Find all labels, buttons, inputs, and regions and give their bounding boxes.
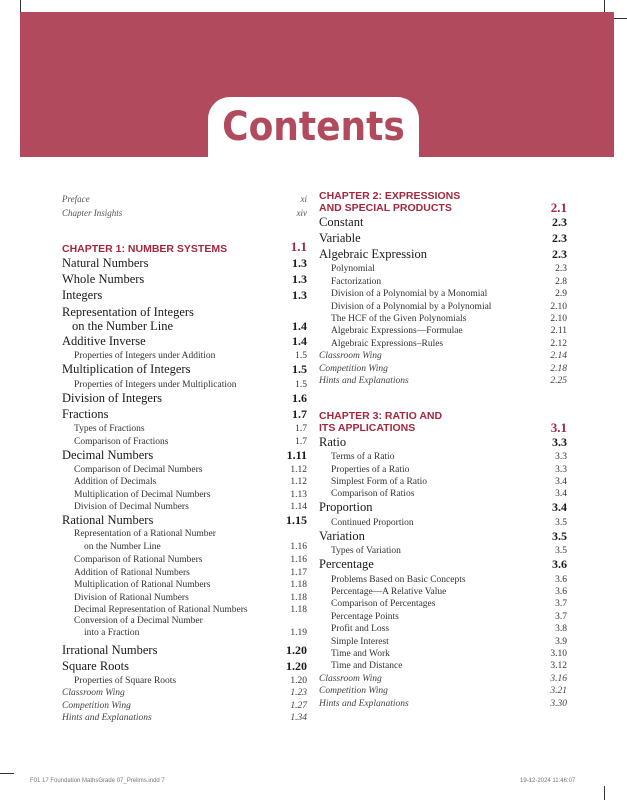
toc-section[interactable]: Rational Numbers 1.15 — [62, 513, 307, 528]
toc-section[interactable]: Whole Numbers 1.3 — [62, 272, 307, 286]
toc-section[interactable]: Integers 1.3 — [62, 288, 307, 302]
toc-front-item[interactable]: Preface xi — [62, 194, 307, 204]
toc-subsection[interactable]: The HCF of the Given Polynomials 2.10 — [331, 313, 567, 324]
toc-subsection[interactable]: Properties of Integers under Multiplication 1.5 — [74, 379, 307, 390]
toc-section[interactable]: Percentage 3.6 — [319, 557, 567, 572]
toc-subsection[interactable]: Properties of a Ratio 3.3 — [331, 464, 567, 475]
toc-wing-item[interactable]: Hints and Explanations 3.30 — [319, 698, 567, 709]
toc-chapter-3[interactable]: CHAPTER 3: RATIO AND ITS APPLICATIONS 3.1 — [319, 409, 567, 435]
toc-subsection[interactable]: Comparison of Decimal Numbers 1.12 — [74, 464, 307, 475]
toc-subsection[interactable]: Types of Fractions 1.7 — [74, 424, 307, 435]
toc-wing-item[interactable]: Competition Wing 3.21 — [319, 686, 567, 697]
toc-subsection[interactable]: Multiplication of Rational Numbers 1.18 — [74, 580, 307, 591]
toc-subsection[interactable]: Addition of Decimals 1.12 — [74, 477, 307, 488]
toc-subsection[interactable]: Comparison of Percentages 3.7 — [331, 599, 567, 610]
toc-subsection[interactable]: Division of Decimal Numbers 1.14 — [74, 502, 307, 513]
toc-section[interactable]: Constant 2.3 — [319, 215, 567, 229]
toc-section[interactable]: Algebraic Expression 2.3 — [319, 247, 567, 261]
toc-subsection[interactable]: Conversion of a Decimal Number into a Fraction 1.19 — [74, 615, 307, 639]
footer-file: F01 17 Foundation MathsGrade 07_Prelims.indd 7 — [30, 778, 165, 784]
crop-mark — [614, 18, 627, 19]
toc-subsection[interactable]: Properties of Square Roots 1.20 — [74, 676, 307, 687]
crop-mark — [604, 0, 605, 12]
toc-subsection[interactable]: Division of a Polynomial by a Polynomial 2.10 — [331, 301, 567, 312]
toc-section[interactable]: Square Roots 1.20 — [62, 658, 307, 673]
toc-wing-item[interactable]: Classroom Wing 1.23 — [62, 688, 307, 699]
toc-section[interactable]: Proportion 3.4 — [319, 500, 567, 515]
toc-wing-item[interactable]: Competition Wing 1.27 — [62, 700, 307, 711]
crop-mark — [20, 0, 21, 12]
toc-subsection[interactable]: Factorization 2.8 — [331, 276, 567, 287]
crop-mark — [604, 786, 605, 800]
toc-subsection[interactable]: Division of a Polynomial by a Monomial 2.9 — [331, 289, 567, 300]
toc-subsection[interactable]: Terms of a Ratio 3.3 — [331, 452, 567, 463]
toc-subsection[interactable]: Percentage Points 3.7 — [331, 611, 567, 622]
toc-subsection[interactable]: Continued Proportion 3.5 — [331, 517, 567, 528]
toc-subsection[interactable]: Simplest Form of a Ratio 3.4 — [331, 477, 567, 488]
toc-section[interactable]: Variable 2.3 — [319, 231, 567, 245]
toc-wing-item[interactable]: Competition Wing 2.18 — [319, 363, 567, 374]
toc-subsection[interactable]: Addition of Rational Numbers 1.17 — [74, 567, 307, 578]
toc-wing-item[interactable]: Hints and Explanations 1.34 — [62, 713, 307, 724]
toc-subsection[interactable]: Comparison of Fractions 1.7 — [74, 436, 307, 447]
toc-subsection[interactable]: Properties of Integers under Addition 1.5 — [74, 351, 307, 362]
toc-chapter-1[interactable]: CHAPTER 1: NUMBER SYSTEMS 1.1 — [62, 239, 307, 255]
toc-section[interactable]: Division of Integers 1.6 — [62, 390, 307, 405]
toc-subsection[interactable]: Division of Rational Numbers 1.18 — [74, 592, 307, 603]
toc-section[interactable]: Natural Numbers 1.3 — [62, 256, 307, 270]
toc-subsection[interactable]: Algebraic Expressions—Formulae 2.11 — [331, 326, 567, 337]
toc-right-column — [319, 190, 567, 709]
toc-subsection[interactable]: Multiplication of Decimal Numbers 1.13 — [74, 489, 307, 500]
toc-subsection[interactable]: Types of Variation 3.5 — [331, 546, 567, 557]
toc-section[interactable]: Decimal Numbers 1.11 — [62, 447, 307, 462]
toc-subsection[interactable]: Decimal Representation of Rational Numbers 1.18 — [74, 604, 307, 615]
toc-section[interactable]: Variation 3.5 — [319, 528, 567, 543]
toc-subsection[interactable]: Profit and Loss 3.8 — [331, 624, 567, 635]
toc-left-column — [62, 190, 307, 723]
toc-section[interactable]: Irrational Numbers 1.20 — [62, 642, 307, 657]
toc-subsection[interactable]: Comparison of Rational Numbers 1.16 — [74, 555, 307, 566]
toc-section[interactable]: Multiplication of Integers 1.5 — [62, 362, 307, 377]
toc-subsection[interactable]: Polynomial 2.3 — [331, 264, 567, 275]
toc-subsection[interactable]: Comparison of Ratios 3.4 — [331, 489, 567, 500]
toc-wing-item[interactable]: Classroom Wing 2.14 — [319, 351, 567, 362]
toc-section[interactable]: Additive Inverse 1.4 — [62, 334, 307, 348]
page-title-wrap — [0, 97, 627, 157]
crop-mark — [0, 773, 14, 774]
toc-subsection[interactable]: Problems Based on Basic Concepts 3.6 — [331, 574, 567, 585]
toc-section[interactable]: Representation of Integers on the Number Line 1.4 — [62, 305, 307, 333]
toc-chapter-2[interactable]: CHAPTER 2: EXPRESSIONS AND SPECIAL PRODUCTS 2.1 — [319, 190, 567, 215]
toc-front-item[interactable]: Chapter Insights xiv — [62, 208, 307, 218]
toc-section[interactable]: Ratio 3.3 — [319, 434, 567, 449]
toc-subsection[interactable]: Simple Interest 3.9 — [331, 636, 567, 647]
toc-wing-item[interactable]: Hints and Explanations 2.25 — [319, 375, 567, 386]
toc-subsection[interactable]: Algebraic Expressions–Rules 2.12 — [331, 338, 567, 349]
toc-section[interactable]: Fractions 1.7 — [62, 406, 307, 421]
toc-subsection[interactable]: Time and Work 3.10 — [331, 648, 567, 659]
toc-subsection[interactable]: Representation of a Rational Number on the Number Line 1.16 — [74, 529, 307, 552]
toc-subsection[interactable]: Percentage—A Relative Value 3.6 — [331, 587, 567, 598]
toc-subsection[interactable]: Time and Distance 3.12 — [331, 661, 567, 672]
page-title: Contents — [208, 97, 419, 157]
footer-date: 19-12-2024 11:46:07 — [520, 778, 576, 784]
toc-wing-item[interactable]: Classroom Wing 3.16 — [319, 673, 567, 684]
